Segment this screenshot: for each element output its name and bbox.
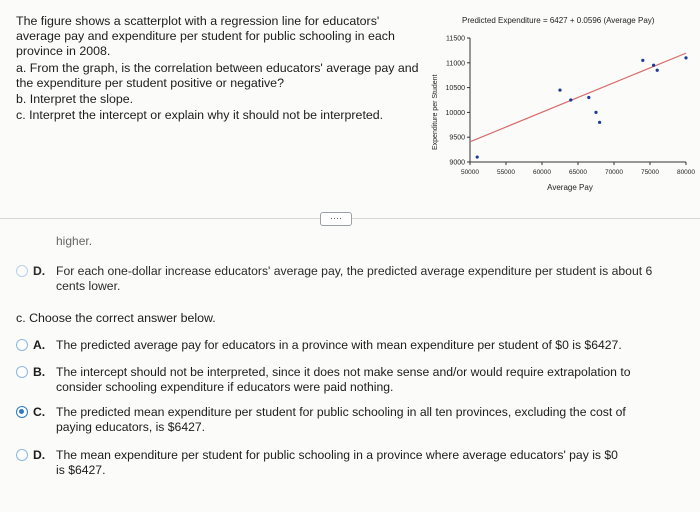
chart-x-tick-label: 70000 [604, 169, 624, 176]
chart-x-tick-label: 50000 [460, 169, 480, 176]
prev-option-d-letter: D. [33, 264, 46, 278]
chart-x-tick-label: 60000 [532, 169, 552, 176]
chart-y-tick-label: 10000 [445, 109, 465, 117]
option-a-radio[interactable] [16, 339, 28, 351]
data-point [641, 59, 644, 62]
data-point [587, 96, 590, 99]
data-point [652, 64, 655, 67]
option-c-line-2: paying educators, is $6427. [56, 420, 206, 434]
option-b-letter: B. [33, 365, 46, 379]
chart-ylabel: Expenditure per Student [432, 74, 439, 150]
option-b-line-1: The intercept should not be interpreted, since it does not make sense and/or would require extrapolation to [56, 365, 631, 379]
chart-x-tick-label: 80000 [676, 169, 696, 176]
chart-y-tick-label: 11000 [446, 60, 465, 68]
prev-option-d-radio[interactable] [16, 265, 28, 277]
prev-option-d-line-2: cents lower. [56, 279, 121, 293]
previous-option-partial-text: higher. [56, 234, 93, 248]
scatterplot-svg [428, 10, 696, 198]
option-c-radio[interactable] [16, 406, 28, 418]
question-line-1: The figure shows a scatterplot with a regression line for educators' [16, 14, 380, 28]
chart-y-tick-label: 9000 [449, 159, 465, 167]
data-point [569, 98, 572, 101]
question-line-7: c. Interpret the intercept or explain why it should not be interpreted. [16, 108, 384, 122]
chart-x-tick-label: 55000 [496, 169, 516, 176]
option-d-radio[interactable] [16, 449, 28, 461]
chart-title: Predicted Expenditure = 6427 + 0.0596 (Average Pay) [462, 16, 655, 25]
option-b-radio[interactable] [16, 366, 28, 378]
option-b-line-2: consider schooling expenditure if educators were paid nothing. [56, 380, 394, 394]
question-line-4: a. From the graph, is the correlation between educators' average pay and [16, 61, 419, 75]
option-a-line-1: The predicted average pay for educators in a province with mean expenditure per student of $0 is $6427. [56, 338, 622, 352]
chart-y-tick-label: 9500 [449, 134, 465, 142]
expand-button[interactable]: ···· [320, 212, 352, 226]
chart-x-tick-label: 75000 [640, 169, 660, 176]
question-line-2: average pay and expenditure per student for public schooling in each [16, 29, 395, 43]
question-line-3: province in 2008. [16, 44, 111, 58]
option-c-line-1: The predicted mean expenditure per student for public schooling in all ten provinces, excluding the cost of [56, 405, 626, 419]
data-point [598, 121, 601, 124]
option-d-letter: D. [33, 448, 46, 462]
data-point [558, 88, 561, 91]
prev-option-d-line-1: For each one-dollar increase educators' average pay, the predicted average expenditure per student is about 6 [56, 264, 653, 278]
chart-y-tick-label: 11500 [446, 35, 465, 43]
data-point [594, 111, 597, 114]
part-c-prompt: c. Choose the correct answer below. [16, 311, 216, 325]
data-point [684, 56, 687, 59]
question-line-6: b. Interpret the slope. [16, 92, 134, 106]
option-c-letter: C. [33, 405, 46, 419]
data-point [656, 69, 659, 72]
chart-xlabel: Average Pay [547, 183, 593, 192]
option-a-letter: A. [33, 338, 46, 352]
data-point [476, 155, 479, 158]
question-line-5: the expenditure per student positive or negative? [16, 76, 284, 90]
option-d-line-1: The mean expenditure per student for public schooling in a province where average educators' pay is $0 [56, 448, 618, 462]
option-d-line-2: is $6427. [56, 463, 106, 477]
chart-x-tick-label: 65000 [568, 169, 588, 176]
chart-y-tick-label: 10500 [445, 85, 465, 93]
scatterplot [428, 10, 696, 198]
